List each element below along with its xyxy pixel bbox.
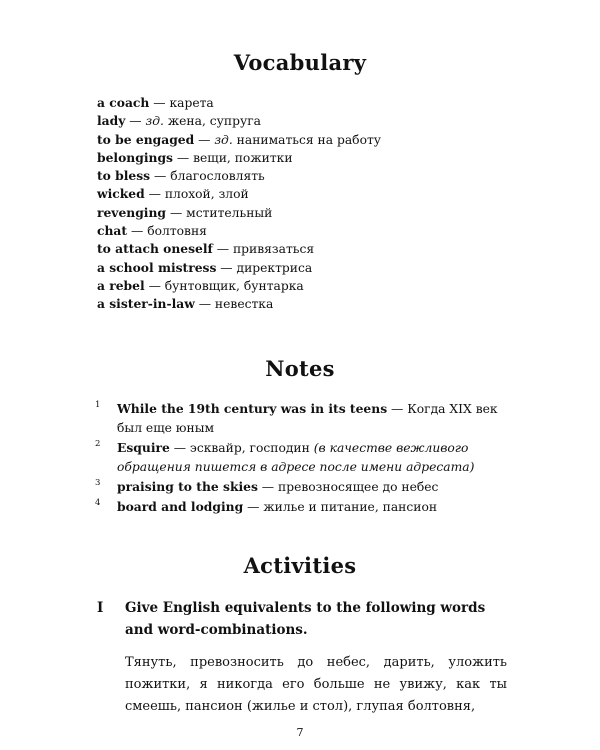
vocab-item [97,185,381,203]
vocab-item [97,94,381,112]
note-translation: — превозносящее до небес [257,480,439,494]
vocab-dash: — [144,187,165,202]
vocab-term: to attach oneself [97,241,213,257]
task-text: Тянуть, превозносить до небес, дарить, уложить пожитки, я никогда его больше не увижу, как ты смеешь, пансион (жилье и стол), глупая болтовня, [125,655,507,714]
vocab-item [97,277,381,295]
note-number: 3 [95,478,101,488]
note-translation: — жилье и питание, пансион [243,500,438,514]
vocab-dash: — [194,297,215,312]
note-item [95,477,505,497]
vocab-item [97,167,381,185]
vocab-term: a rebel [97,277,145,293]
vocab-translation: мстительный [186,205,273,220]
vocabulary-heading: Vocabulary [233,50,367,75]
vocab-term: wicked [97,186,145,202]
vocab-term: revenging [97,204,167,220]
vocab-abbr: зд. [214,132,233,147]
vocab-item [97,259,381,277]
vocab-translation: бунтовщик, бунтарка [164,278,304,293]
note-item [95,438,505,477]
vocab-translation: директриса [236,260,313,275]
vocab-dash: — [194,132,215,147]
vocab-item [97,204,381,222]
note-term: While the 19th century was in its teens [117,401,388,416]
activity-task [97,597,507,718]
vocab-item [97,149,381,167]
note-term: Esquire [117,440,170,455]
notes-heading: Notes [265,356,335,381]
vocab-item [97,112,381,130]
note-number: 2 [95,439,101,449]
task-instruction: Give English equivalents to the following words and word-combinations. [125,600,486,638]
vocabulary-list [97,94,381,314]
vocab-term: chat [97,223,128,239]
note-term: praising to the skies [117,479,258,494]
vocab-dash: — [166,205,187,220]
vocab-translation: вещи, пожитки [193,150,293,165]
note-translation: — эсквайр, господин [169,441,314,455]
vocab-translation: жена, супруга [163,114,261,129]
vocab-item [97,222,381,240]
vocab-item [97,295,381,313]
note-item [95,497,505,517]
vocab-item [97,131,381,149]
task-number: I [97,600,104,616]
vocab-term: to be engaged [97,131,195,147]
vocab-translation: карета [169,96,214,110]
vocab-dash: — [172,150,194,165]
vocab-dash: — [212,242,233,257]
vocab-translation: плохой, злой [164,187,249,202]
note-number: 1 [95,400,101,410]
vocab-dash: — [150,169,171,184]
vocab-translation: благословлять [170,169,265,184]
vocab-dash: — [216,260,237,275]
vocab-item [97,240,381,258]
vocab-dash: — [125,114,146,129]
notes-list [95,399,505,517]
vocab-dash: — [149,96,170,110]
page-number: 7 [296,726,304,739]
vocab-term: a sister-in-law [97,296,195,312]
vocab-abbr: зд. [145,114,164,129]
vocab-dash: — [144,278,165,293]
vocab-translation: привязаться [232,242,315,257]
vocab-term: lady [97,113,126,129]
note-translation: — Когда XIX век был еще юным [117,402,498,435]
vocab-translation: болтовня [147,224,207,239]
vocab-term: a school mistress [97,259,217,275]
vocab-translation: наниматься на работу [232,132,382,147]
note-term: board and lodging [117,499,244,514]
note-item [95,399,505,438]
note-number: 4 [95,498,101,508]
vocab-term: belongings [97,149,173,165]
vocab-dash: — [127,224,148,239]
vocab-term: to bless [97,168,151,184]
activities-heading: Activities [243,553,357,578]
vocab-translation: невестка [214,297,274,312]
vocab-term: a coach [97,95,150,110]
note-comment: (в качестве вежливого обращения пишется в адресе после имени адресата) [117,441,475,474]
